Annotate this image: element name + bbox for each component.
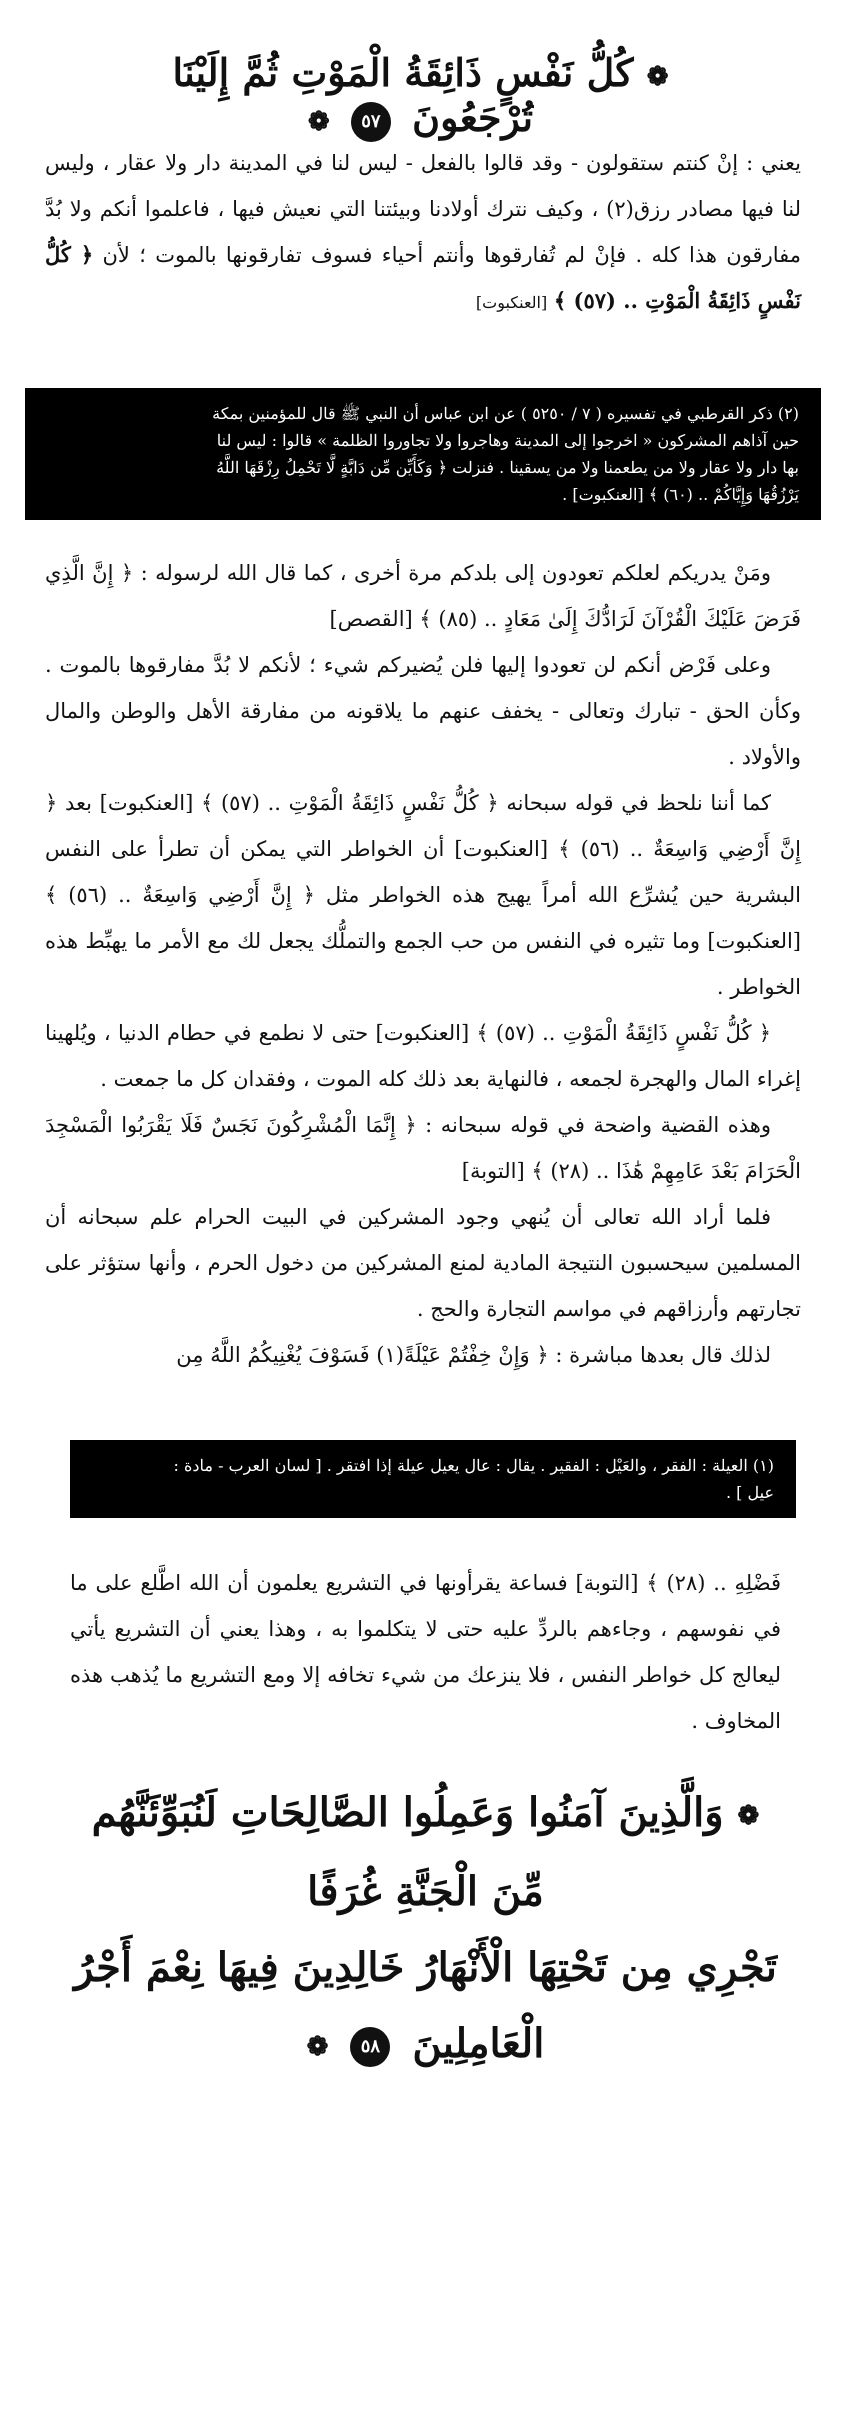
ornament-icon: ❁ — [646, 61, 669, 92]
body-paragraph: وهذه القضية واضحة في قوله سبحانه : ﴿ إِنَّمَا الْمُشْرِكُونَ نَجَسٌ فَلَا يَقْرَبُوا الْمَسْجِدَ الْحَرَامَ بَعْدَ عَامِهِمْ هَٰذَا .. (٢٨) ﴾ [التوبة] — [45, 1113, 801, 1183]
footnote-line: بها دار ولا عقار ولا من يطعمنا ولا من يسقينا . فنزلت ﴿ وَكَأَيِّن مِّن دَابَّةٍ لَّا تَحْمِلُ رِزْقَهَا اللَّهُ — [216, 458, 799, 477]
heading-verse-text: كُلُّ نَفْسٍ ذَائِقَةُ الْمَوْتِ ثُمَّ إِلَيْنَا تُرْجَعُونَ — [172, 50, 634, 140]
intro-text: يعني : إنْ كنتم ستقولون - وقد قالوا بالفعل - ليس لنا في المدينة دار ولا عقار ، وليس لنا فيها مصادر رزق(٢) ، وكيف نترك أولادنا وبيئتنا التي نعيش فيها ، فاعلموا أنكم ولا بُدَّ مفارقون هذا كله . فإنْ لم تُفارقوها وأنتم أحياء فسوف تفارقونها بالموت ؛ لأن — [45, 151, 801, 267]
footnote-line: حين آذاهم المشركون « اخرجوا إلى المدينة وهاجروا ولا تجاوروا الظلمة » قالوا : ليس لنا — [216, 431, 799, 450]
footnote-1 — [0, 388, 841, 520]
footnote-line: (٢) ذكر القرطبي في تفسيره ( ٧ / ٥٢٥٠ ) عن ابن عباس أن النبي ﷺ قال للمؤمنين بمكة — [212, 404, 799, 423]
body-paragraph: ﴿ كُلُّ نَفْسٍ ذَائِقَةُ الْمَوْتِ .. (٥٧) ﴾ [العنكبوت] حتى لا نطمع في حطام الدنيا ، ويُلهينا إغراء المال والهجرة لجمعه ، فالنهاية بعد ذلك كله الموت ، وفقدان كل ما جمعت . — [45, 1021, 801, 1091]
ornament-icon: ❁ — [306, 2032, 329, 2062]
main-body — [0, 550, 841, 1378]
body-paragraph: وعلى فَرْض أنكم لن تعودوا إليها فلن يُضيركم شيء ؛ لأنكم لا بُدَّ مفارقوها بالموت . وكأن الحق - تبارك وتعالى - يخفف عنهم ما يلاقونه من مفارقة الأهل والوطن والمال والأولاد . — [45, 653, 801, 769]
intro-quote: ﴿ كُلُّ نَفْسٍ ذَائِقَةُ الْمَوْتِ .. (٥٧) ﴾ — [45, 242, 801, 313]
ayah-number-badge: ٥٨ — [350, 2027, 390, 2067]
closing-verse — [0, 1775, 841, 2085]
continuation-paragraph — [0, 1560, 841, 1744]
continuation-text: فَضْلِهِ .. (٢٨) ﴾ [التوبة] فساعة يقرأونها في التشريع يعلمون أن الله اطَّلع على ما في نفوسهم ، وجاءهم بالردِّ عليه حتى لا يتكلموا به ، وهذا يعني أن التشريع يأتي ليعالج كل خواطر النفس ، فلا ينزعك من شيء تخافه إلا ومع التشريع ما يُذهب هذه المخاوف . — [70, 1571, 781, 1733]
heading-verse — [0, 50, 841, 142]
intro-ref: [العنكبوت] — [475, 293, 548, 312]
closing-verse-line-2: تَجْرِي مِن تَحْتِهَا الْأَنْهَارُ خَالِدِينَ فِيهَا نِعْمَ أَجْرُ الْعَامِلِينَ — [74, 1944, 777, 2067]
ayah-number-badge: ٥٧ — [351, 102, 391, 142]
body-paragraph: لذلك قال بعدها مباشرة : ﴿ وَإِنْ خِفْتُمْ عَيْلَةً(١) فَسَوْفَ يُغْنِيكُمُ اللَّهُ مِن — [176, 1343, 771, 1367]
footnote-line: يَرْزُقُهَا وَإِيَّاكُمْ .. (٦٠) ﴾ [العنكبوت] . — [562, 485, 799, 504]
body-paragraph: كما أننا نلحظ في قوله سبحانه ﴿ كُلُّ نَفْسٍ ذَائِقَةُ الْمَوْتِ .. (٥٧) ﴾ [العنكبوت] بعد ﴿ إِنَّ أَرْضِي وَاسِعَةٌ .. (٥٦) ﴾ [العنكبوت] أن الخواطر التي يمكن أن تطرأ على النفس البشرية حين يُشرِّع الله أمراً يهيج هذه الخواطر مثل ﴿ إِنَّ أَرْضِي وَاسِعَةٌ .. (٥٦) ﴾ [العنكبوت] وما تثيره في النفس من حب الجمع والتملُّك يجعل لك مع الأمر ما يهبِّط هذه الخواطر . — [45, 791, 801, 999]
ornament-icon: ❁ — [737, 1801, 760, 1831]
ornament-icon: ❁ — [307, 106, 330, 137]
footnote-line: (١) العيلة : الفقر ، والعَيْل : الفقير . يقال : عال يعيل عيلة إذا افتقر . [ لسان العرب - مادة : — [173, 1456, 774, 1475]
footnote-line: عيل ] . — [726, 1483, 774, 1502]
footnote-2 — [0, 1440, 841, 1518]
intro-paragraph — [0, 140, 841, 326]
body-paragraph: فلما أراد الله تعالى أن يُنهي وجود المشركين في البيت الحرام علم سبحانه أن المسلمين سيحسبون النتيجة المادية لمنع المشركين من دخول الحرم ، وأنها ستؤثر على تجارتهم وأرزاقهم في مواسم التجارة والحج . — [45, 1205, 801, 1321]
closing-verse-line-1: وَالَّذِينَ آمَنُوا وَعَمِلُوا الصَّالِحَاتِ لَنُبَوِّئَنَّهُم مِّنَ الْجَنَّةِ غُرَفًا — [91, 1789, 724, 1915]
body-paragraph: ومَنْ يدريكم لعلكم تعودون إلى بلدكم مرة أخرى ، كما قال الله لرسوله : ﴿ إِنَّ الَّذِي فَرَضَ عَلَيْكَ الْقُرْآنَ لَرَادُّكَ إِلَىٰ مَعَادٍ .. (٨٥) ﴾ [القصص] — [45, 561, 801, 631]
